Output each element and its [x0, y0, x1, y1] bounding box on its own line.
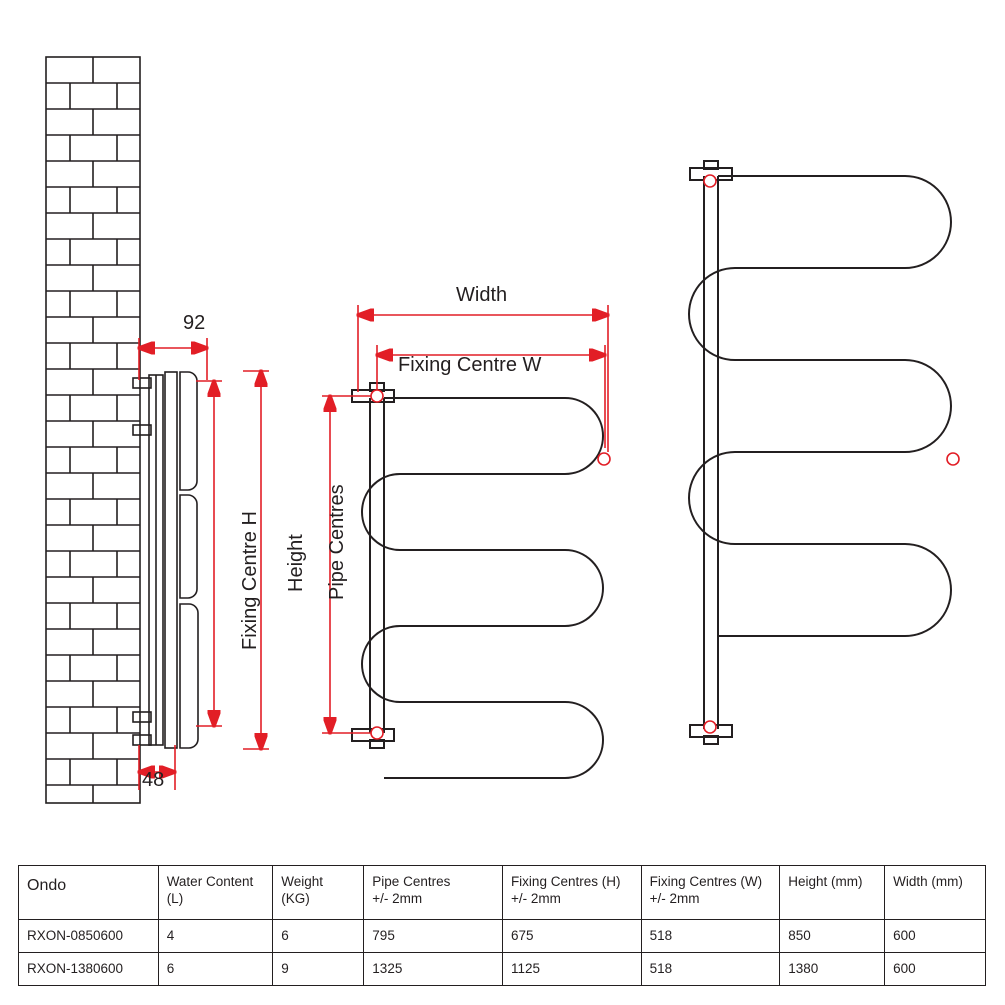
table-header-pipe-line1: Pipe Centres — [372, 874, 451, 889]
dimension-lines — [139, 305, 608, 790]
table-header-width — [885, 866, 986, 920]
cell-pipe: 1325 — [364, 953, 503, 986]
label-height: Height — [285, 534, 307, 592]
connection-points — [371, 175, 959, 739]
table-body — [19, 920, 986, 986]
table-header-row — [19, 866, 986, 920]
table-header — [19, 866, 986, 920]
table-header-water-line1: Water Content — [166, 874, 254, 889]
cell-width: 600 — [885, 920, 986, 953]
label-depth-92: 92 — [183, 312, 206, 334]
table-header-model-line1: Ondo — [27, 877, 67, 894]
table-header-model — [19, 866, 159, 920]
label-depth-48: 48 — [142, 769, 165, 791]
brick-wall — [46, 57, 140, 803]
table-header-fixh-line1: Fixing Centres (H) — [510, 874, 621, 889]
label-width: Width — [456, 284, 508, 306]
table-header-fixw-line2: +/- 2mm — [649, 891, 700, 907]
cell-model: RXON-1380600 — [19, 953, 159, 986]
table-row — [19, 953, 986, 986]
radiator-front-view-right — [689, 161, 951, 744]
label-pipe-centres: Pipe Centres — [326, 484, 348, 600]
table-header-fixw-line1: Fixing Centres (W) — [649, 874, 763, 889]
cell-water: 6 — [158, 953, 273, 986]
cell-fixw: 518 — [641, 920, 780, 953]
cell-pipe: 795 — [364, 920, 503, 953]
cell-fixh: 675 — [502, 920, 641, 953]
table-header-width-line1: Width (mm) — [893, 874, 963, 889]
table-header-weight-line1: Weight — [281, 874, 324, 889]
table-header-height — [780, 866, 885, 920]
cell-water: 4 — [158, 920, 273, 953]
table-header-water-content — [158, 866, 273, 920]
cell-height: 1380 — [780, 953, 885, 986]
cell-fixw: 518 — [641, 953, 780, 986]
table-header-weight — [273, 866, 364, 920]
table-header-fixh-line2: +/- 2mm — [510, 891, 561, 907]
cell-fixh: 1125 — [502, 953, 641, 986]
radiator-front-view-middle — [352, 383, 603, 778]
table-header-pipe-centres — [364, 866, 503, 920]
table-header-water-line2: (L) — [166, 891, 184, 907]
cell-weight: 6 — [273, 920, 364, 953]
cell-width: 600 — [885, 953, 986, 986]
label-fixing-centre-w: Fixing Centre W — [398, 354, 542, 376]
specification-table — [18, 865, 986, 986]
table-header-weight-line2: (KG) — [281, 891, 310, 907]
table-header-fixing-centres-w — [641, 866, 780, 920]
table-header-height-line1: Height (mm) — [788, 874, 863, 889]
table-header-pipe-line2: +/- 2mm — [372, 891, 423, 907]
cell-weight: 9 — [273, 953, 364, 986]
label-fixing-centre-h: Fixing Centre H — [239, 511, 261, 650]
radiator-side-view — [133, 372, 198, 748]
table-header-fixing-centres-h — [502, 866, 641, 920]
cell-height: 850 — [780, 920, 885, 953]
table-row — [19, 920, 986, 953]
cell-model: RXON-0850600 — [19, 920, 159, 953]
